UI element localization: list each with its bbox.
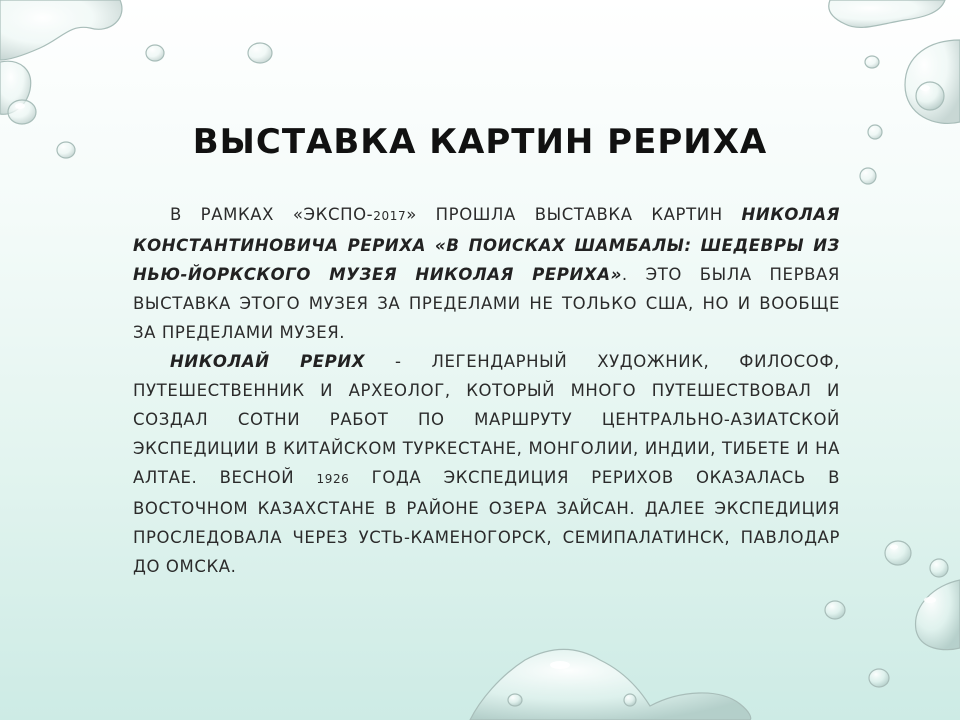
exhibition-name: НИКОЛАЯ КОНСТАНТИНОВИЧА РЕРИХА «В ПОИСКАХ ШАМБАЛЫ: ШЕДЕВРЫ ИЗ НЬЮ-ЙОРКСКОГО МУЗЕЯ НИКОЛАЯ РЕРИХА» — [133, 205, 841, 284]
water-drop-icon — [0, 0, 122, 60]
water-drop-icon — [829, 0, 945, 27]
water-drop-icon — [916, 82, 944, 110]
water-drop-icon — [508, 694, 522, 706]
water-drop-icon — [885, 541, 911, 565]
water-drop-icon — [470, 649, 751, 720]
slide-title: ВЫСТАВКА КАРТИН РЕРИХА — [192, 122, 768, 162]
water-drop-icon — [930, 559, 948, 577]
text-run: - ЛЕГЕНДАРНЫЙ ХУДОЖНИК, ФИЛОСОФ, ПУТЕШЕСТВЕННИК И АРХЕОЛОГ, КОТОРЫЙ МНОГО ПУТЕШЕСТВОВАЛ И СОЗДАЛ СОТНИ РАБОТ ПО МАРШРУТУ ЦЕНТРАЛЬНО-АЗИАТСКОЙ ЭКСПЕДИЦИИ В КИТАЙСКОМ ТУРКЕСТАНЕ, МОНГОЛИИ, ИНДИИ, ТИБЕТЕ И НА АЛТАЕ. ВЕСНОЙ — [133, 352, 841, 487]
water-drop-icon — [146, 45, 164, 61]
water-drop-icon — [248, 43, 272, 63]
paragraph-expo — [133, 200, 840, 347]
water-drop-icon — [624, 694, 636, 706]
drop-highlight — [920, 85, 930, 91]
water-drop-icon — [916, 580, 960, 650]
year-number: 1926 — [316, 472, 350, 486]
slide-body — [133, 200, 840, 581]
water-drop-icon — [865, 56, 879, 68]
text-run: . ЭТО БЫЛА ПЕРВАЯ ВЫСТАВКА ЭТОГО МУЗЕЯ ЗА ПРЕДЕЛАМИ НЕ ТОЛЬКО США, НО И ВООБЩЕ ЗА ПРЕДЕЛАМИ МУЗЕЯ. — [133, 265, 840, 342]
drop-highlight — [924, 597, 936, 603]
water-drop-icon — [860, 168, 876, 184]
drop-highlight — [15, 103, 25, 109]
text-run: В РАМКАХ «ЭКСПО- — [170, 205, 374, 224]
drop-highlight — [550, 661, 570, 669]
text-run: ГОДА ЭКСПЕДИЦИЯ РЕРИХОВ ОКАЗАЛАСЬ В ВОСТОЧНОМ КАЗАХСТАНЕ В РАЙОНЕ ОЗЕРА ЗАЙСАН. ДАЛЕЕ ЭКСПЕДИЦИЯ ПРОСЛЕДОВАЛА ЧЕРЕЗ УСТЬ-КАМЕНОГОРСК, СЕМИПАЛАТИНСК, ПАВЛОДАР ДО ОМСКА. — [133, 468, 840, 576]
water-drop-icon — [825, 601, 845, 619]
drop-highlight — [890, 545, 898, 550]
text-run: » ПРОШЛА ВЫСТАВКА КАРТИН — [406, 205, 742, 224]
paragraph-biography — [133, 347, 840, 581]
water-drop-icon — [869, 669, 889, 687]
year-number: 2017 — [373, 209, 407, 223]
artist-name: НИКОЛАЙ РЕРИХ — [170, 352, 366, 371]
